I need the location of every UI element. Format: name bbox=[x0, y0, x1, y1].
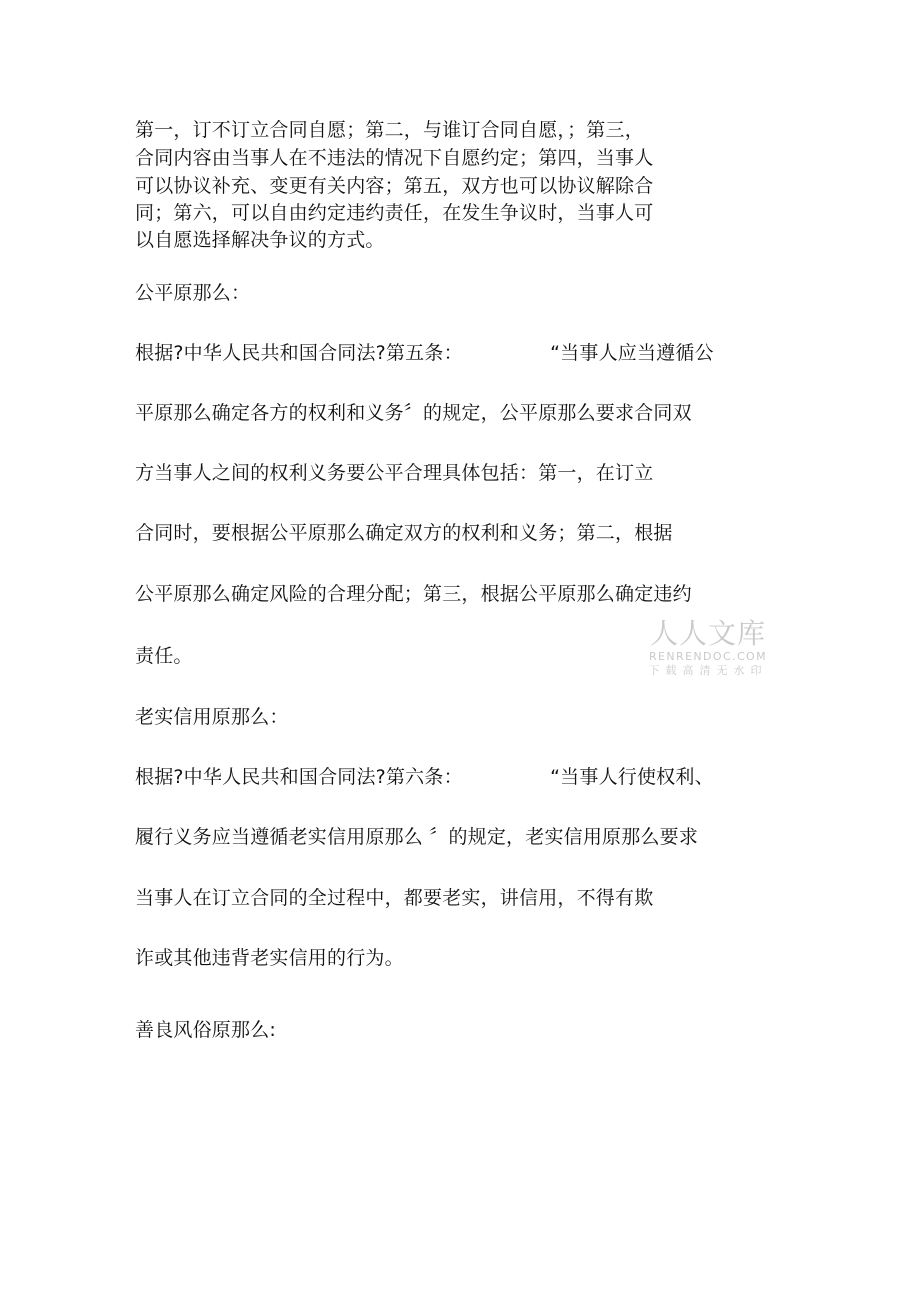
paragraph-line: 履行义务应当遵循老实信用原那么 〞的规定，老实信用原那么要求 bbox=[135, 826, 699, 848]
watermark-url: RENRENDOC.COM bbox=[649, 650, 767, 663]
paragraph-line: 责任。 bbox=[135, 645, 193, 667]
paragraph-line: 根据?中华人民共和国合同法?第六条： “当事人行使权利、 bbox=[135, 766, 714, 788]
paragraph-line: 第一，订不订立合同自愿；第二，与谁订合同自愿，；第三， bbox=[135, 119, 644, 141]
paragraph-line: 合同时，要根据公平原那么确定双方的权利和义务；第二，根据 bbox=[135, 522, 673, 544]
section-heading: 公平原那么： bbox=[135, 282, 251, 304]
paragraph-line: 合同内容由当事人在不违法的情况下自愿约定；第四，当事人 bbox=[135, 147, 654, 169]
section-heading: 老实信用原那么： bbox=[135, 706, 289, 728]
paragraph-line: 同；第六，可以自由约定违约责任，在发生争议时，当事人可 bbox=[135, 202, 654, 224]
paragraph-line: 诈或其他违背老实信用的行为。 bbox=[135, 947, 404, 969]
watermark-logo bbox=[642, 618, 774, 678]
paragraph-line: 公平原那么确定风险的合理分配；第三，根据公平原那么确定违约 bbox=[135, 583, 692, 605]
paragraph-line: 当事人在订立合同的全过程中，都要老实，讲信用，不得有欺 bbox=[135, 887, 654, 909]
paragraph-line: 可以协议补充、变更有关内容；第五，双方也可以协议解除合 bbox=[135, 175, 654, 197]
section-heading: 善良风俗原那么: bbox=[135, 1019, 277, 1041]
paragraph-line: 以自愿选择解决争议的方式。 bbox=[135, 229, 385, 251]
paragraph-line: 平原那么确定各方的权利和义务〞的规定，公平原那么要求合同双 bbox=[135, 402, 692, 424]
paragraph-line: 根据?中华人民共和国合同法?第五条： “当事人应当遵循公 bbox=[135, 342, 714, 364]
watermark-subtitle: 下载高清无水印 bbox=[648, 664, 768, 677]
paragraph-line: 方当事人之间的权利义务要公平合理具体包括：第一，在订立 bbox=[135, 462, 654, 484]
watermark-title: 人人文库 bbox=[649, 617, 766, 650]
